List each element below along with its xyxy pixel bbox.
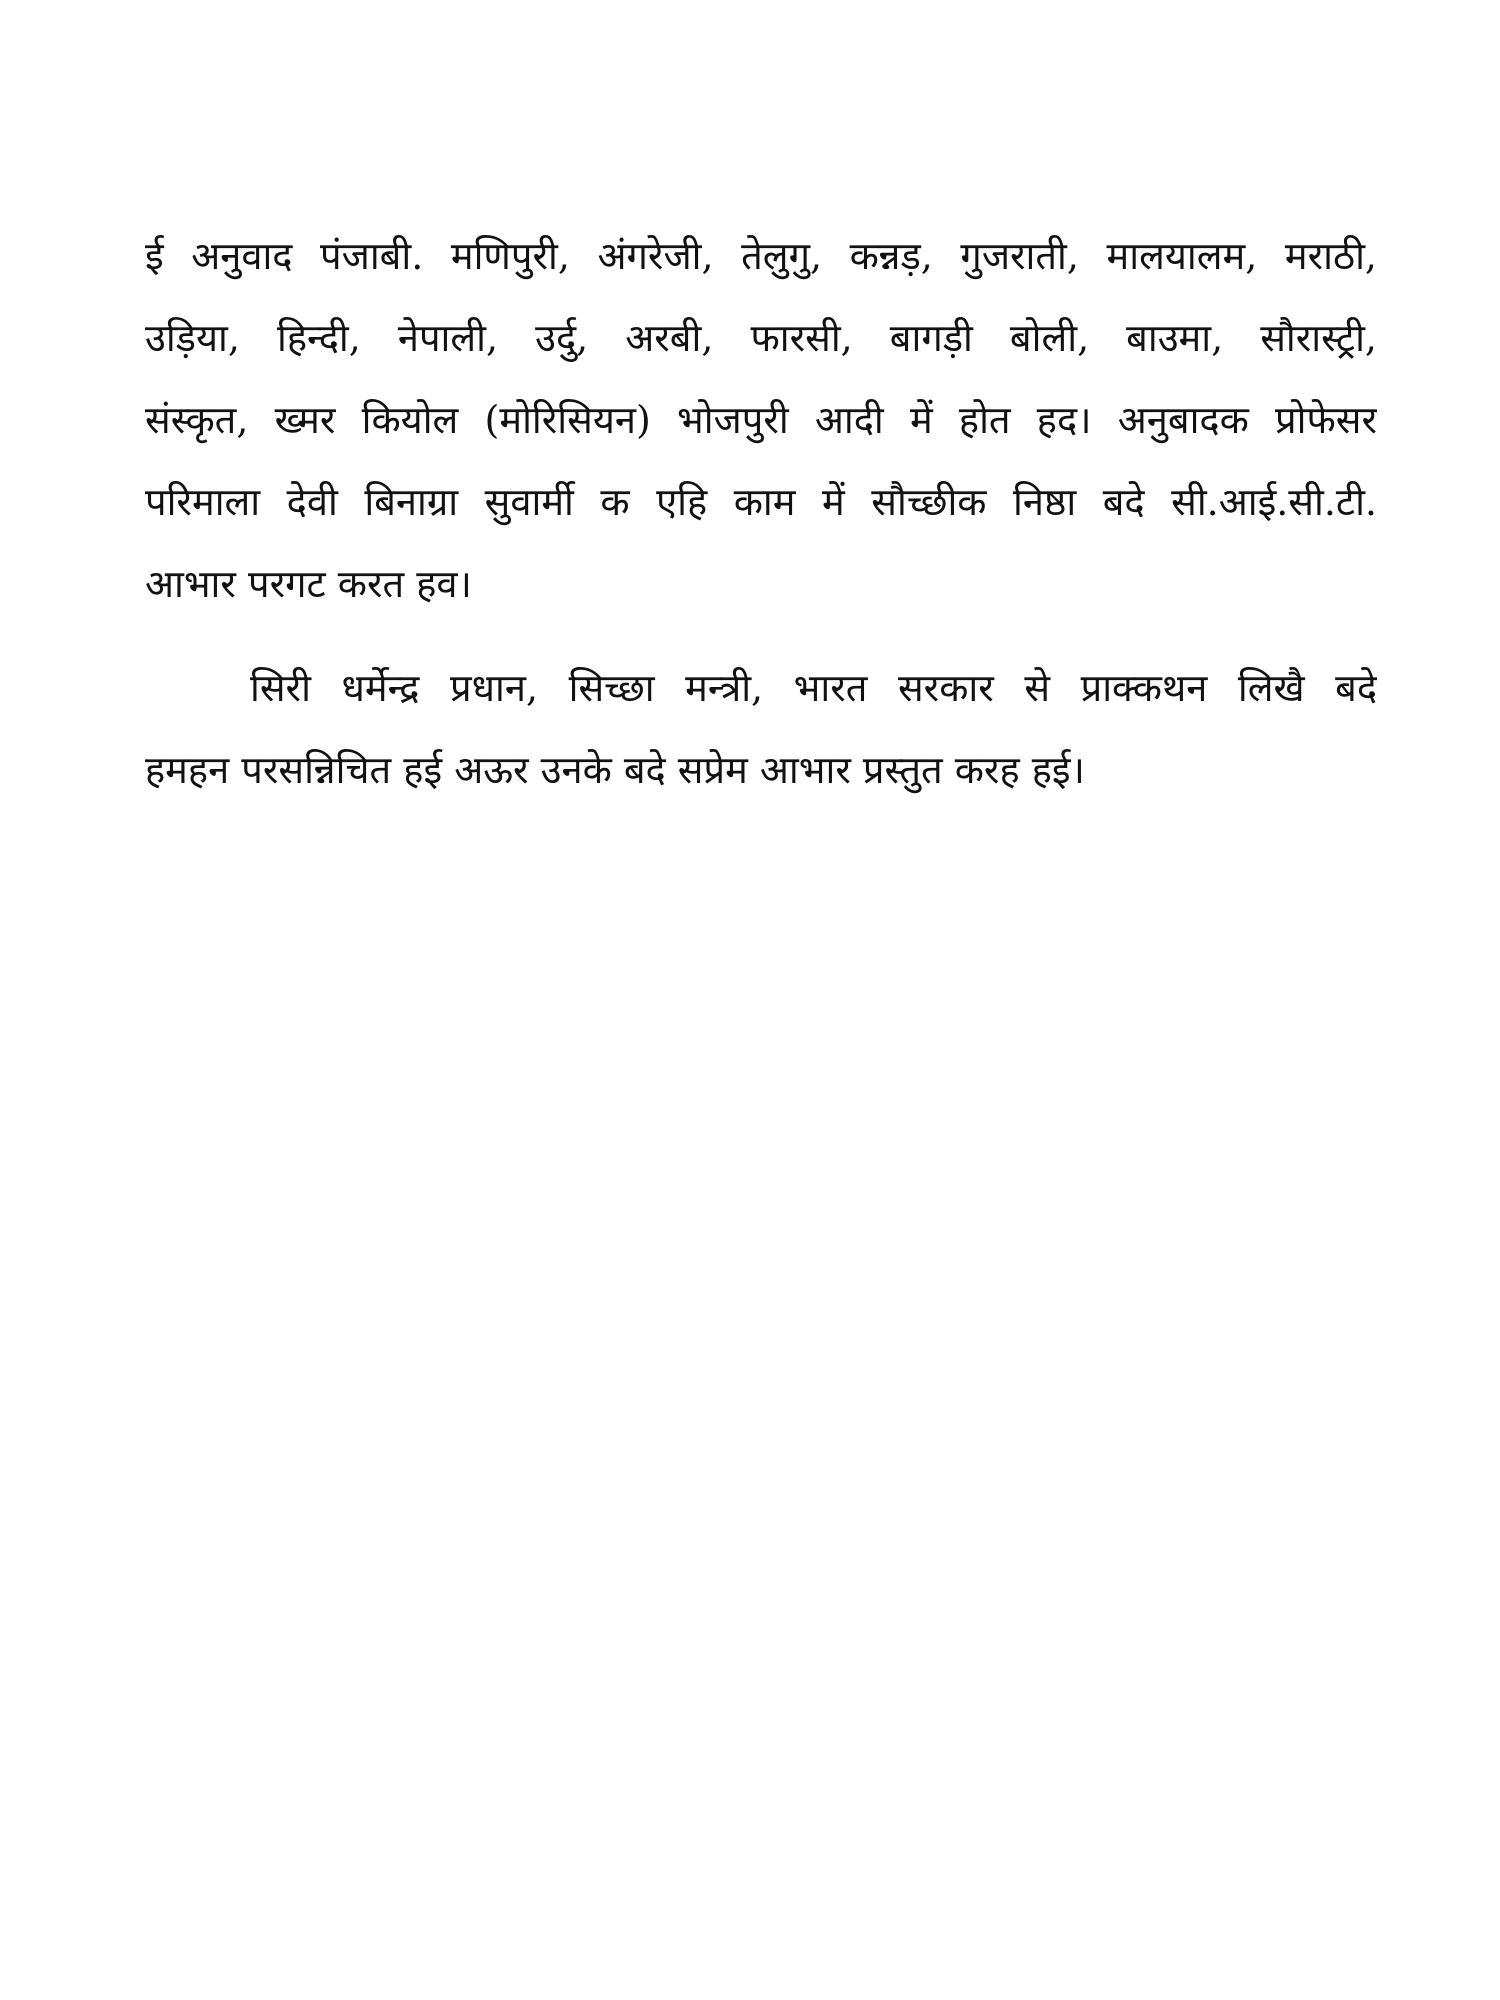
paragraph-line: आभार परगट करत हव।: [145, 562, 472, 606]
paragraph-2: [145, 647, 1377, 811]
paragraph-line: संस्कृत, ख्मर कियोल (मोरिसियन) भोजपुरी आदी में होत हद। अनुबादक प्रोफेसर: [145, 398, 1377, 442]
paragraph-gap: [145, 625, 1377, 647]
body-text: [145, 215, 1377, 811]
paragraph-line: सिरी धर्मेन्द्र प्रधान, सिच्छा मन्त्री, भारत सरकार से प्राक्कथन लिखै बदे: [250, 666, 1377, 710]
paragraph-line: उड़िया, हिन्दी, नेपाली, उर्दु, अरबी, फारसी, बागड़ी बोली, बाउमा, सौरास्ट्री,: [145, 316, 1377, 360]
paragraph-line: परिमाला देवी बिनाग्रा सुवार्मी क एहि काम में सौच्छीक निष्ठा बदे सी.आई.सी.टी.: [145, 480, 1377, 524]
paragraph-line: ई अनुवाद पंजाबी. मणिपुरी, अंगरेजी, तेलुगु, कन्नड़, गुजराती, मालयालम, मराठी,: [145, 234, 1377, 278]
paragraph-line: हमहन परसन्निचित हई अऊर उनके बदे सप्रेम आभार प्रस्तुत करह हई।: [145, 748, 1085, 792]
paragraph-1: [145, 215, 1377, 625]
